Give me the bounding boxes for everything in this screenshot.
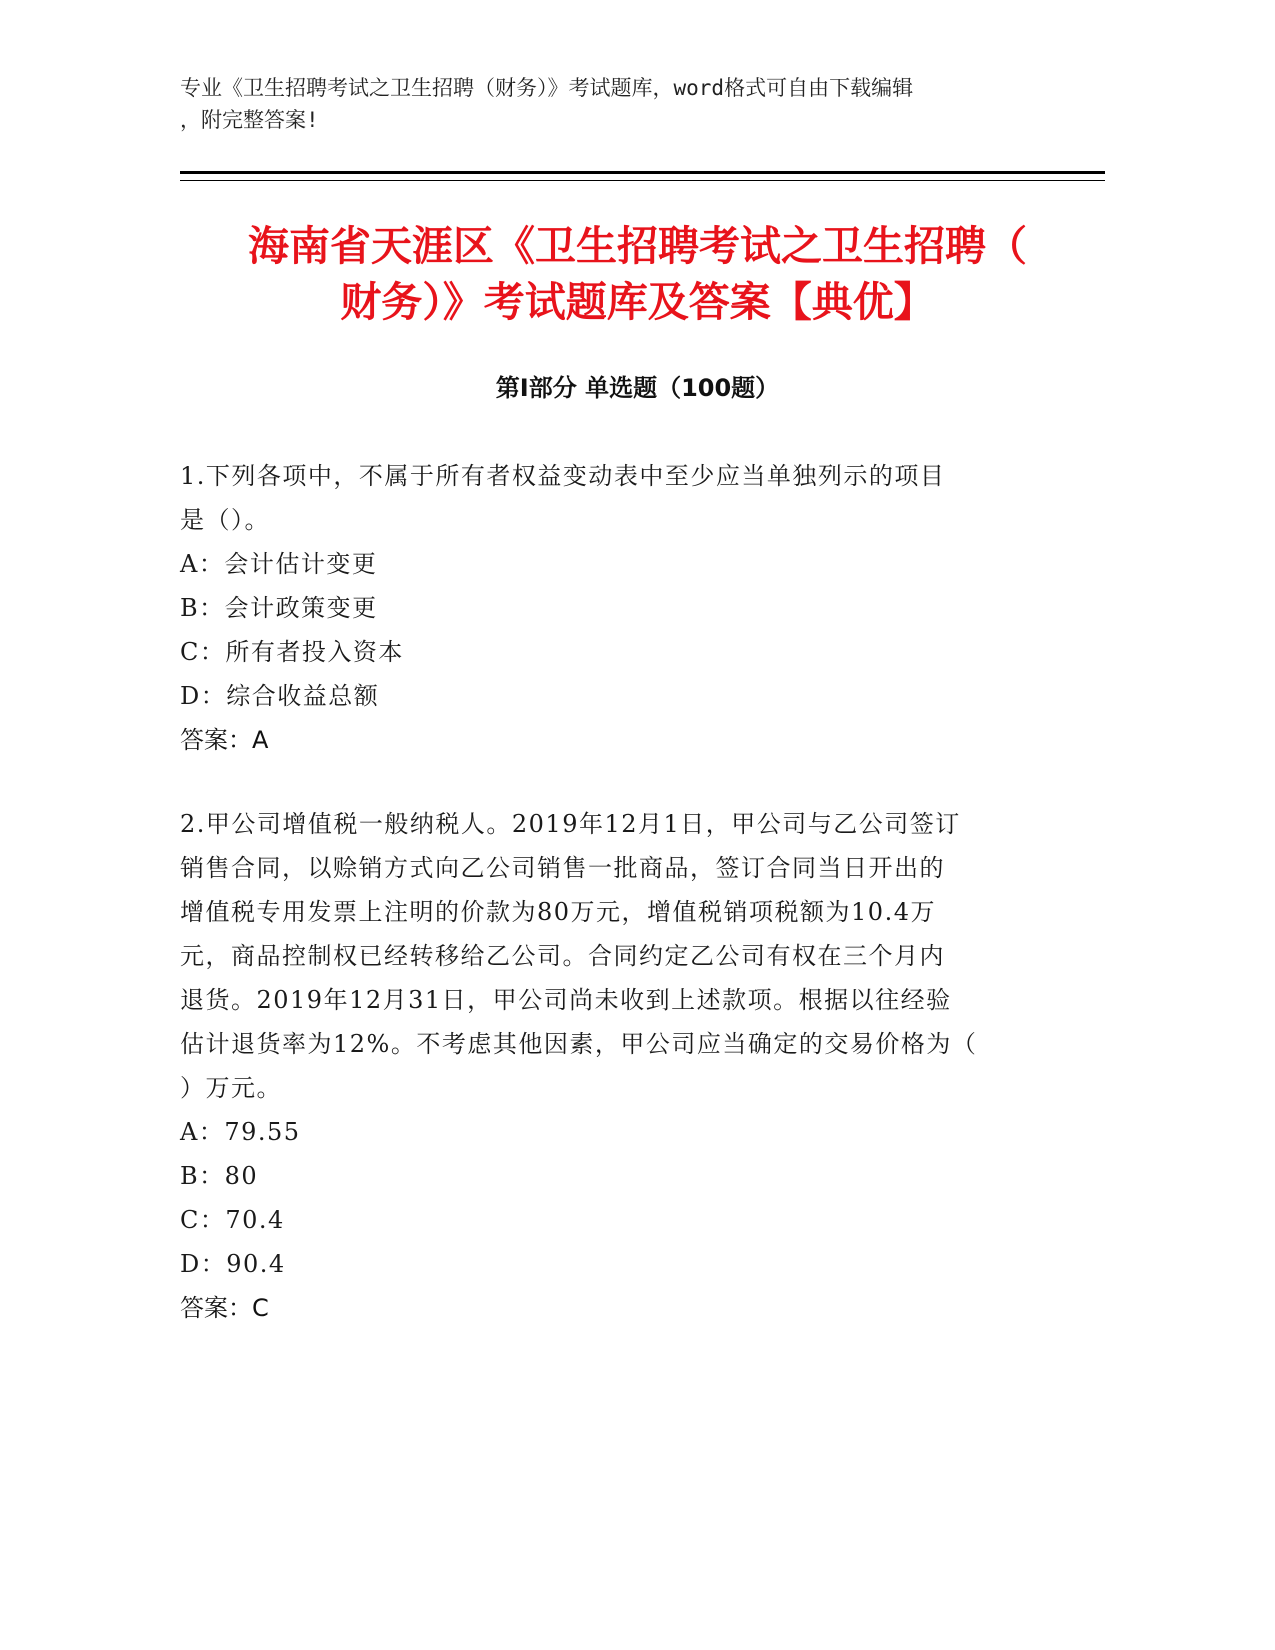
option-c: C：70.4 bbox=[180, 1206, 285, 1234]
stem-line: 销售合同，以赊销方式向乙公司销售一批商品，签订合同当日开出的 bbox=[180, 854, 945, 882]
stem-line: ）万元。 bbox=[180, 1074, 282, 1102]
option-a: A：79.55 bbox=[180, 1118, 301, 1146]
stem-line: 1.下列各项中，不属于所有者权益变动表中至少应当单独列示的项目 bbox=[180, 462, 946, 490]
option-b: B：会计政策变更 bbox=[180, 594, 378, 622]
option-b: B：80 bbox=[180, 1162, 259, 1190]
option-d: D：90.4 bbox=[180, 1250, 286, 1278]
question-stem bbox=[180, 454, 1040, 542]
header-note-line: 专业《卫生招聘考试之卫生招聘（财务）》考试题库，word格式可自由下载编辑 bbox=[180, 76, 914, 100]
stem-line: 估计退货率为12%。不考虑其他因素，甲公司应当确定的交易价格为（ bbox=[180, 1030, 978, 1058]
question-2 bbox=[180, 802, 1040, 1330]
header-note-line: ，附完整答案! bbox=[180, 108, 319, 132]
header-divider-thick bbox=[180, 171, 1105, 174]
stem-line: 增值税专用发票上注明的价款为80万元，增值税销项税额为10.4万 bbox=[180, 898, 936, 926]
title-line: 海南省天涯区《卫生招聘考试之卫生招聘（ bbox=[248, 222, 1027, 270]
stem-line: 2.甲公司增值税一般纳税人。2019年12月1日，甲公司与乙公司签订 bbox=[180, 810, 961, 838]
question-1 bbox=[180, 454, 1040, 762]
option-c: C：所有者投入资本 bbox=[180, 638, 404, 666]
question-stem bbox=[180, 802, 1040, 1110]
section-heading: 第I部分 单选题（100题） bbox=[495, 374, 780, 402]
stem-line: 是（）。 bbox=[180, 506, 270, 534]
answer-line: 答案：A bbox=[180, 726, 269, 754]
title-line: 财务）》考试题库及答案【典优】 bbox=[340, 278, 935, 326]
option-a: A：会计估计变更 bbox=[180, 550, 378, 578]
option-d: D：综合收益总额 bbox=[180, 682, 380, 710]
header-note bbox=[180, 72, 1040, 136]
stem-line: 退货。2019年12月31日，甲公司尚未收到上述款项。根据以往经验 bbox=[180, 986, 952, 1014]
answer-line: 答案：C bbox=[180, 1294, 269, 1322]
document-title bbox=[150, 218, 1125, 330]
stem-line: 元，商品控制权已经转移给乙公司。合同约定乙公司有权在三个月内 bbox=[180, 942, 945, 970]
header-divider-thin bbox=[180, 180, 1105, 181]
